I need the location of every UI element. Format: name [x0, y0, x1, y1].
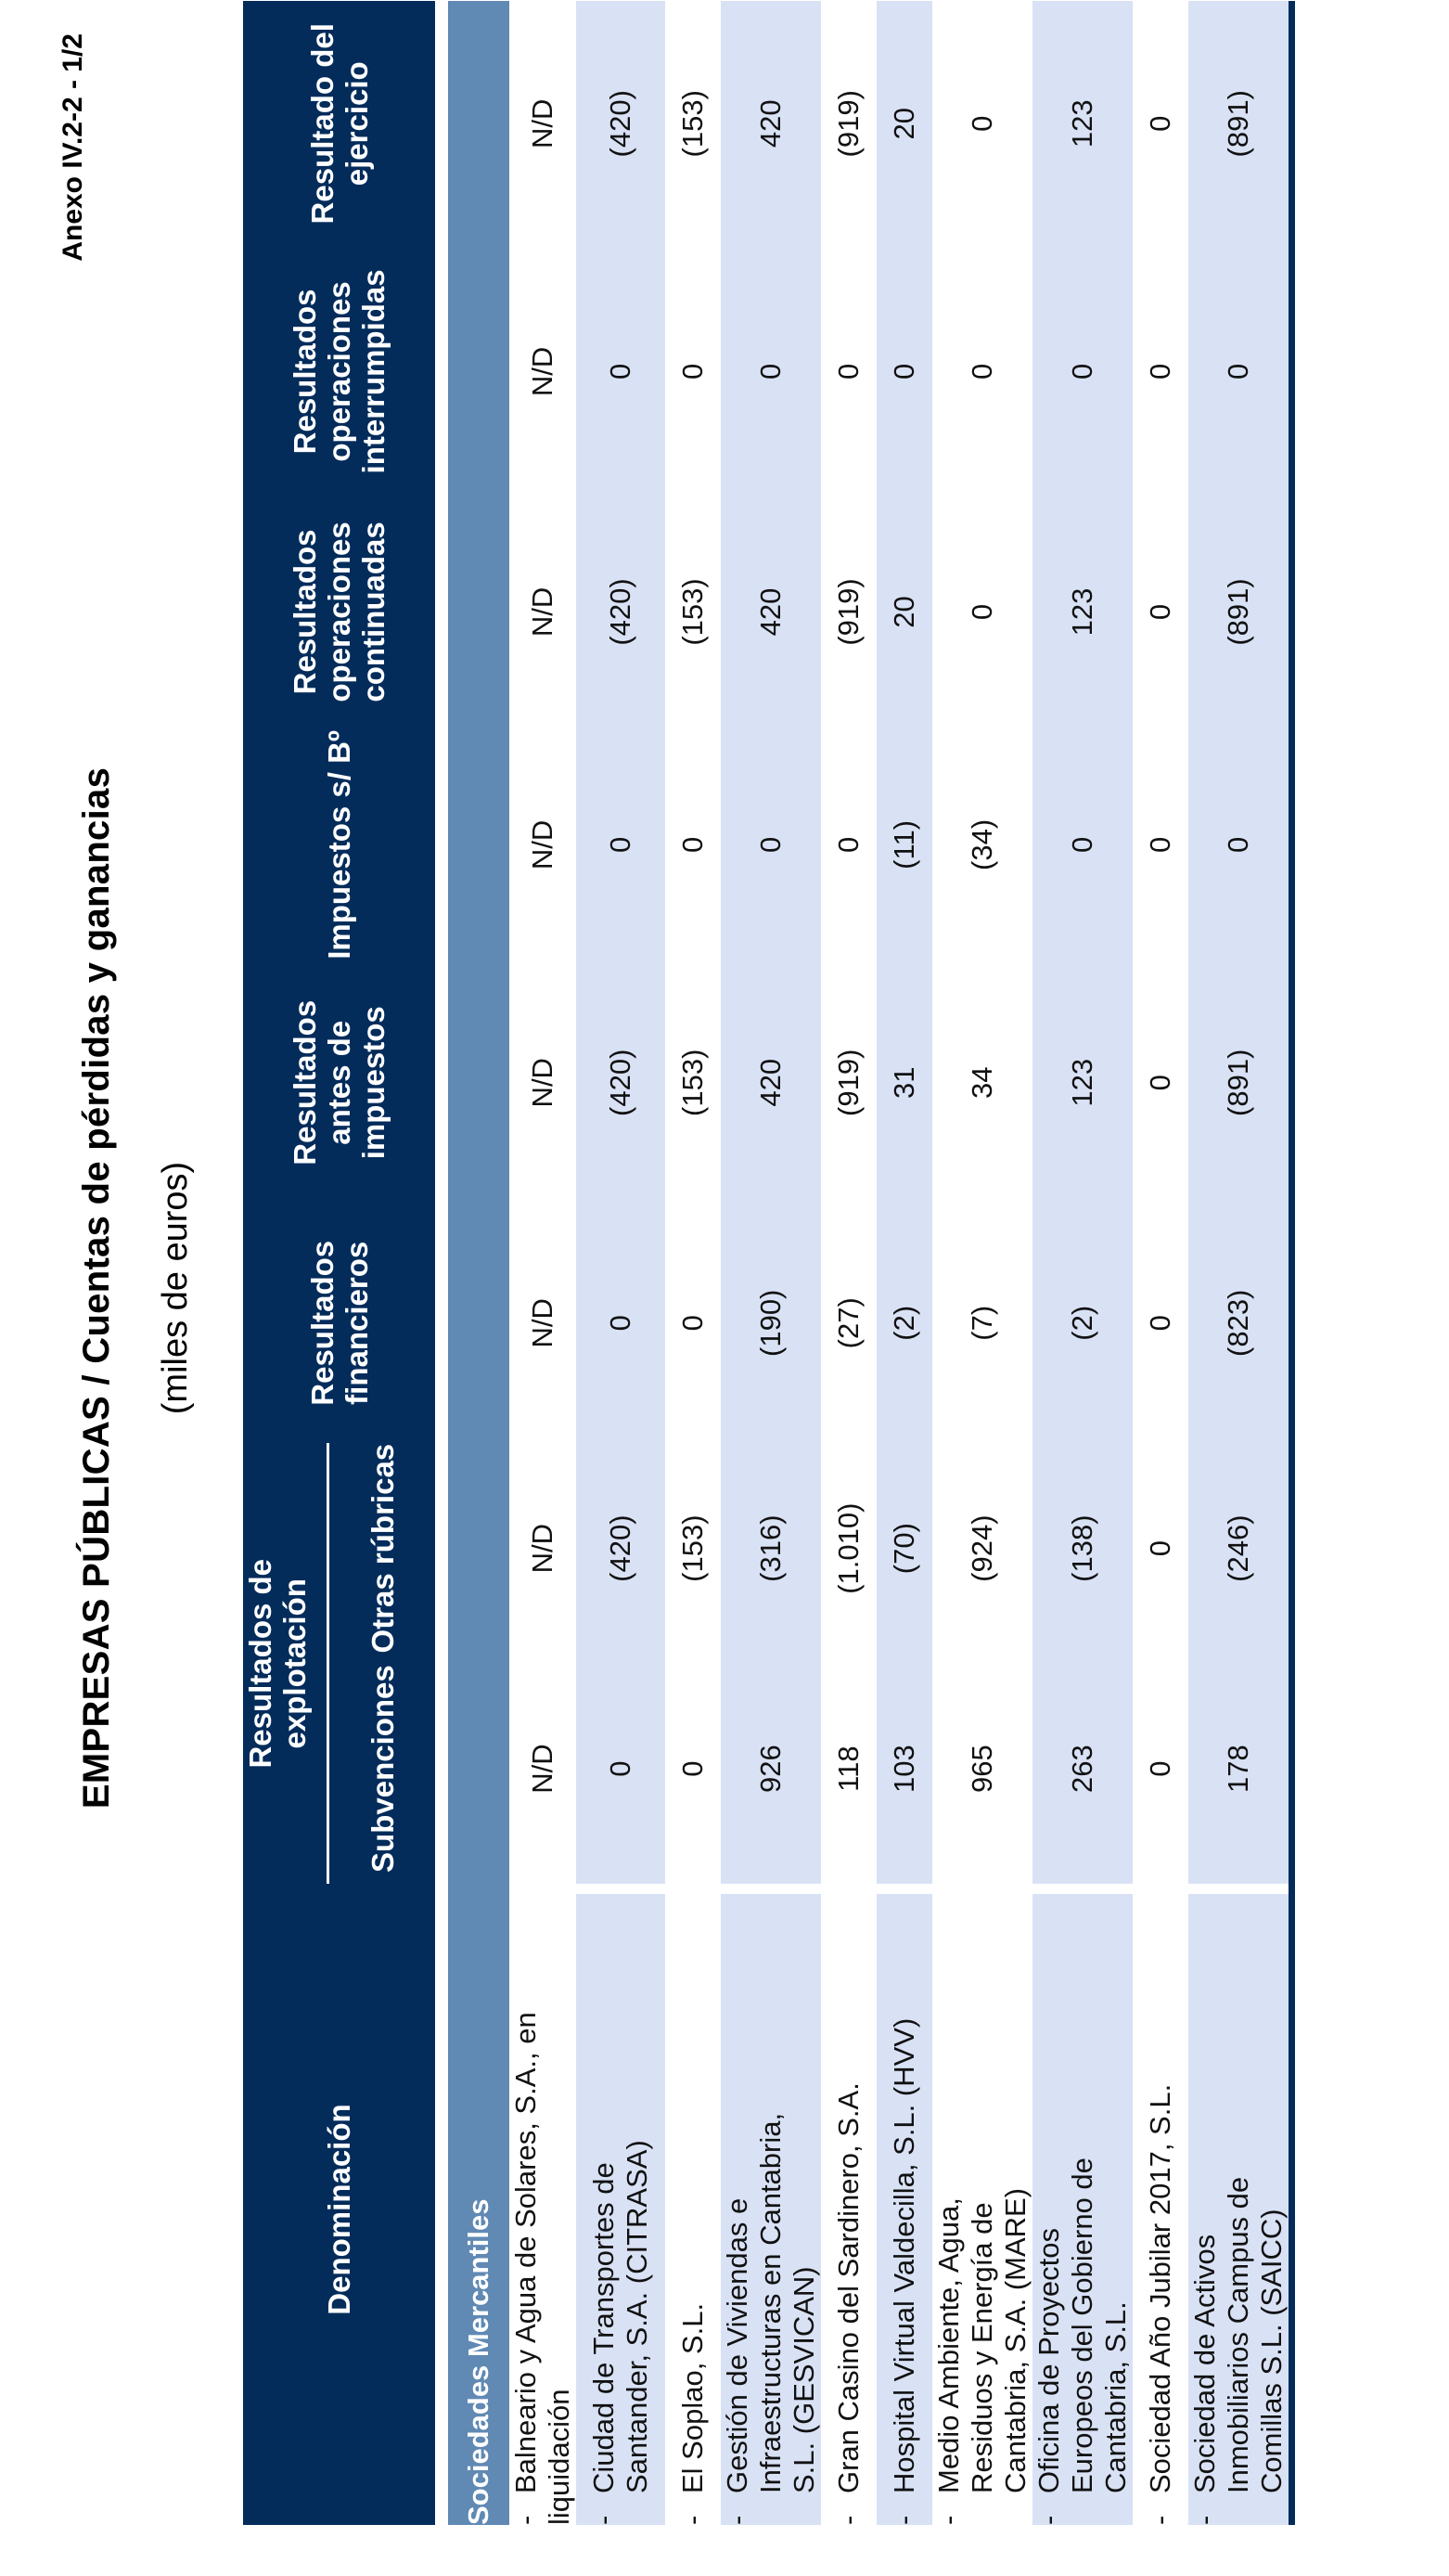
cell-otras-rubricas: (420): [576, 1443, 665, 1654]
cell-otras-rubricas: (138): [1032, 1443, 1133, 1654]
cell-ejercicio: 0: [932, 1, 1032, 247]
cell-otras-rubricas: (924): [932, 1443, 1032, 1654]
row-dash: -: [1144, 2515, 1176, 2525]
cell-ejercicio: 123: [1032, 1, 1133, 247]
cell-financieros: 0: [1133, 1203, 1188, 1443]
section-label: Sociedades Mercantiles: [448, 1, 509, 2525]
cell-subvenciones: 0: [576, 1654, 665, 1884]
row-denominacion: [821, 1894, 877, 2525]
cell-antes-impuestos: (420): [576, 962, 665, 1203]
cell-ejercicio: 420: [721, 1, 821, 247]
cell-ejercicio: (153): [665, 1, 721, 247]
row-dash: -: [832, 2515, 865, 2525]
cell-impuestos: N/D: [509, 728, 576, 963]
cell-subvenciones: N/D: [509, 1654, 576, 1884]
header-denominacion: Denominación: [243, 1894, 435, 2525]
cell-antes-impuestos: 31: [877, 962, 932, 1203]
row-name: Sociedad Año Jubilar 2017, S.L.: [1144, 2083, 1176, 2493]
row-name: Medio Ambiente, Agua, Residuos y Energía de Cantabria, S.A. (MARE): [932, 2187, 1032, 2493]
cell-interrumpidas: 0: [1133, 247, 1188, 497]
row-name: Balneario y Agua de Solares, S.A., en liquidación: [509, 2012, 575, 2525]
cell-antes-impuestos: (153): [665, 962, 721, 1203]
cell-antes-impuestos: 123: [1032, 962, 1133, 1203]
table-row: [821, 1, 877, 2525]
row-denominacion: [665, 1894, 721, 2525]
row-name: Oficina de Proyectos Europeos del Gobierno de Cantabria, S.L.: [1032, 2157, 1132, 2493]
cell-impuestos: (34): [932, 728, 1032, 963]
cell-interrumpidas: 0: [665, 247, 721, 497]
row-denominacion: [1133, 1894, 1188, 2525]
cell-ejercicio: 0: [1133, 1, 1188, 247]
cell-continuadas: (919): [821, 496, 877, 727]
cell-ejercicio: (919): [821, 1, 877, 247]
annex-label: Anexo IV.2-2 - 1/2: [58, 33, 88, 262]
row-name: Ciudad de Transportes de Santander, S.A. (CITRASA): [587, 2140, 653, 2493]
row-denominacion: [1032, 1894, 1133, 2525]
cell-ejercicio: (891): [1188, 1, 1292, 247]
cell-impuestos: 0: [821, 728, 877, 963]
cell-otras-rubricas: 0: [1133, 1443, 1188, 1654]
cell-otras-rubricas: N/D: [509, 1443, 576, 1654]
cell-continuadas: 123: [1032, 496, 1133, 727]
header-row-top: [243, 1, 329, 2525]
row-dash: -: [676, 2515, 709, 2525]
table-row: [576, 1, 665, 2525]
cell-antes-impuestos: N/D: [509, 962, 576, 1203]
header-interrumpidas: Resultados operaciones interrumpidas: [243, 247, 435, 497]
cell-otras-rubricas: (246): [1188, 1443, 1292, 1654]
cell-antes-impuestos: (891): [1188, 962, 1292, 1203]
row-dash: -: [932, 2515, 965, 2525]
header-explotacion-group: [243, 1443, 329, 1884]
table-row: [1032, 1, 1133, 2525]
row-name: Gestión de Viviendas e Infraestructuras en Cantabria, S.L. (GESVICAN): [721, 2112, 820, 2493]
cell-financieros: 0: [576, 1203, 665, 1443]
cell-subvenciones: 263: [1032, 1654, 1133, 1884]
header-subvenciones: Subvenciones: [329, 1654, 435, 1884]
header-explotacion-label: Resultados de explotación: [243, 1443, 329, 1884]
units-subtitle: (miles de euros): [156, 1161, 195, 1415]
cell-continuadas: (153): [665, 496, 721, 727]
row-denominacion: [509, 1894, 576, 2525]
table-row: [721, 1, 821, 2525]
cell-interrumpidas: N/D: [509, 247, 576, 497]
row-dash: -: [721, 2515, 753, 2525]
cell-continuadas: 0: [1133, 496, 1188, 727]
row-name: Hospital Virtual Valdecilla, S.L. (HVV): [888, 2017, 920, 2493]
cell-impuestos: 0: [576, 728, 665, 963]
cell-otras-rubricas: (153): [665, 1443, 721, 1654]
table-row: [877, 1, 932, 2525]
cell-impuestos: 0: [665, 728, 721, 963]
profit-loss-table: [243, 1, 1295, 2525]
cell-continuadas: (891): [1188, 496, 1292, 727]
spacer-row: [435, 1, 448, 2525]
cell-impuestos: 0: [1188, 728, 1292, 963]
cell-financieros: 0: [665, 1203, 721, 1443]
row-dash: -: [509, 2515, 542, 2525]
table-row: [932, 1, 1032, 2525]
row-dash: -: [1188, 2515, 1221, 2525]
cell-continuadas: 0: [932, 496, 1032, 727]
cell-financieros: (823): [1188, 1203, 1292, 1443]
cell-subvenciones: 965: [932, 1654, 1032, 1884]
section-row: [448, 1, 509, 2525]
row-denominacion: [576, 1894, 665, 2525]
row-name: Sociedad de Activos Inmobiliarios Campus de Comillas S.L. (SAICC): [1188, 2176, 1288, 2493]
cell-impuestos: 0: [721, 728, 821, 963]
header-continuadas: Resultados operaciones continuadas: [243, 496, 435, 727]
cell-interrumpidas: 0: [932, 247, 1032, 497]
row-dash: -: [1032, 2515, 1065, 2525]
cell-subvenciones: 118: [821, 1654, 877, 1884]
cell-financieros: (2): [877, 1203, 932, 1443]
cell-antes-impuestos: 0: [1133, 962, 1188, 1203]
cell-subvenciones: 103: [877, 1654, 932, 1884]
cell-ejercicio: (420): [576, 1, 665, 247]
cell-impuestos: 0: [1133, 728, 1188, 963]
cell-interrumpidas: 0: [721, 247, 821, 497]
cell-interrumpidas: 0: [1032, 247, 1133, 497]
cell-impuestos: 0: [1032, 728, 1133, 963]
cell-interrumpidas: 0: [1188, 247, 1292, 497]
header-financieros: Resultados financieros: [243, 1203, 435, 1443]
cell-interrumpidas: 0: [821, 247, 877, 497]
cell-financieros: (190): [721, 1203, 821, 1443]
cell-antes-impuestos: (919): [821, 962, 877, 1203]
cell-subvenciones: 926: [721, 1654, 821, 1884]
cell-antes-impuestos: 420: [721, 962, 821, 1203]
cell-subvenciones: 0: [665, 1654, 721, 1884]
row-dash: -: [888, 2515, 920, 2525]
cell-financieros: (2): [1032, 1203, 1133, 1443]
cell-continuadas: N/D: [509, 496, 576, 727]
page-title: EMPRESAS PÚBLICAS / Cuentas de pérdidas y ganancias: [76, 766, 117, 1810]
cell-continuadas: 20: [877, 496, 932, 727]
cell-ejercicio: N/D: [509, 1, 576, 247]
cell-otras-rubricas: (1.010): [821, 1443, 877, 1654]
row-denominacion: [932, 1894, 1032, 2525]
cell-impuestos: (11): [877, 728, 932, 963]
cell-continuadas: 420: [721, 496, 821, 727]
table-row: [665, 1, 721, 2525]
cell-interrumpidas: 0: [877, 247, 932, 497]
row-denominacion: [1188, 1894, 1292, 2525]
cell-ejercicio: 20: [877, 1, 932, 247]
row-denominacion: [877, 1894, 932, 2525]
table-row: [509, 1, 576, 2525]
header-antes-impuestos: Resultados antes de impuestos: [243, 962, 435, 1203]
cell-continuadas: (420): [576, 496, 665, 727]
cell-subvenciones: 0: [1133, 1654, 1188, 1884]
header-impuestos: Impuestos s/ Bº: [243, 728, 435, 963]
header-gap: [243, 1884, 435, 1894]
header-ejercicio: Resultado del ejercicio: [243, 1, 435, 247]
row-name: Gran Casino del Sardinero, S.A.: [832, 2082, 865, 2493]
row-dash: -: [587, 2515, 620, 2525]
cell-otras-rubricas: (316): [721, 1443, 821, 1654]
cell-financieros: N/D: [509, 1203, 576, 1443]
header-otras-rubricas: Otras rúbricas: [329, 1443, 435, 1654]
cell-interrumpidas: 0: [576, 247, 665, 497]
cell-financieros: (27): [821, 1203, 877, 1443]
cell-otras-rubricas: (70): [877, 1443, 932, 1654]
table-row: [1133, 1, 1188, 2525]
table-row: [1188, 1, 1292, 2525]
cell-antes-impuestos: 34: [932, 962, 1032, 1203]
row-denominacion: [721, 1894, 821, 2525]
row-name: El Soplao, S.L.: [676, 2302, 709, 2493]
cell-subvenciones: 178: [1188, 1654, 1292, 1884]
cell-financieros: (7): [932, 1203, 1032, 1443]
